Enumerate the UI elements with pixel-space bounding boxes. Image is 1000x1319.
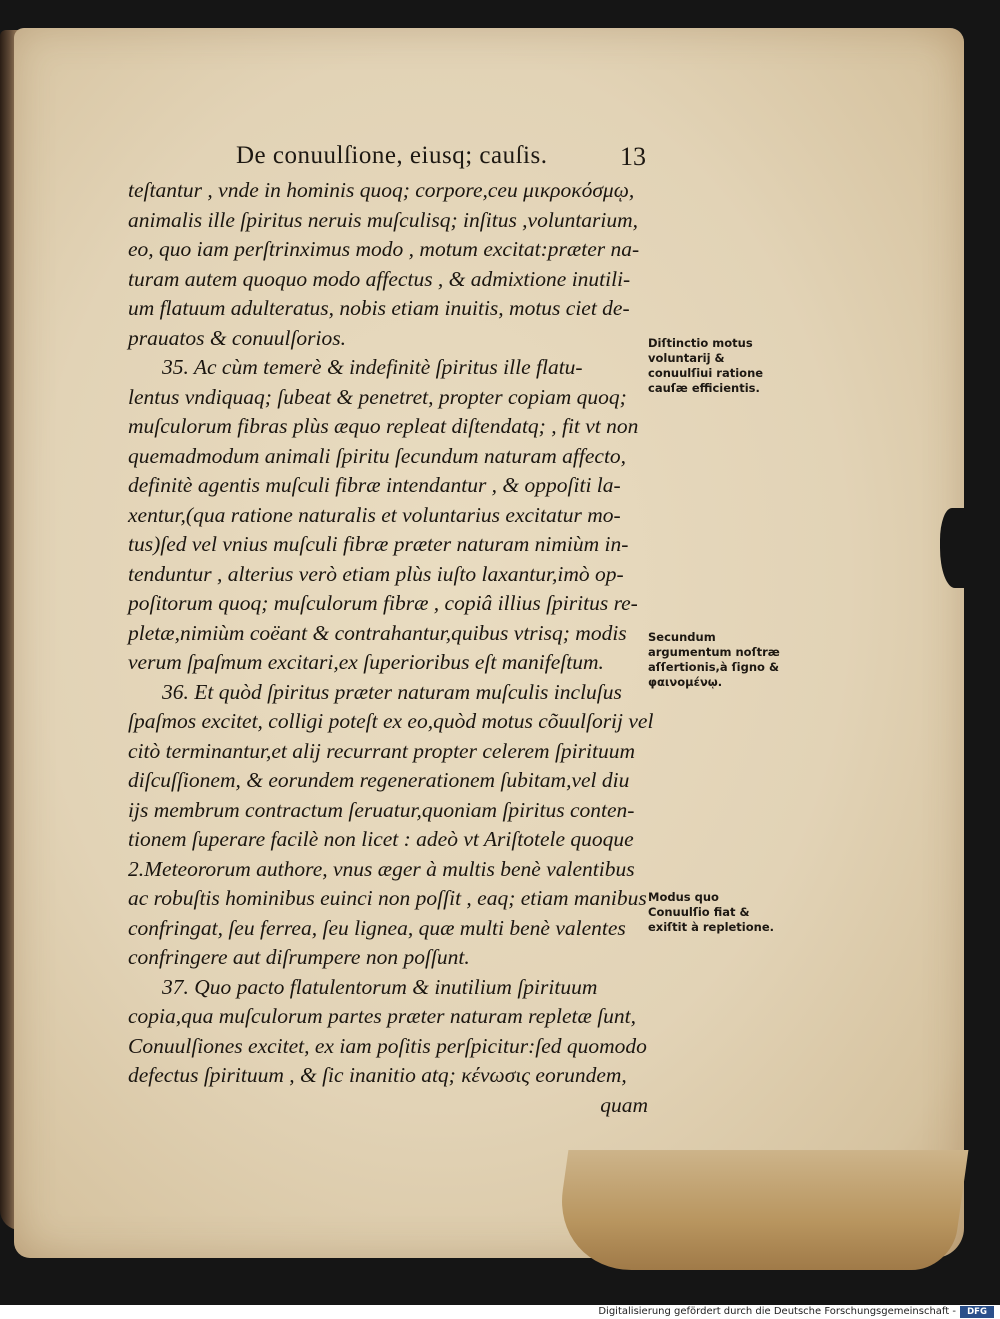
text-line: poſitorum quoq; muſculorum fibræ , copiâ illius ſpiritus re- [128,591,638,615]
margin-note: Diſtinctio motus voluntarij & conuulſiui ratione cauſæ efficientis. [648,336,764,395]
text-line: copia,qua muſculorum partes præter naturam repletæ ſunt, [128,1004,637,1028]
text-line: tionem ſuperare facilè non licet : adeò vt Ariſtotele quoque [128,827,634,851]
text-line: verum ſpaſmum excitari,ex ſuperioribus eſt manifeſtum. [128,650,604,674]
running-head: De conuulſione, eiusq; cauſis. [236,142,548,169]
text-line: turam autem quoquo modo affectus , & admixtione inutili- [128,266,631,291]
text-line: prauatos & conuulſorios. [128,325,347,350]
section-35-start: 35. Ac cùm temerè & indefinitè ſpiritus ille flatu- [162,355,583,379]
worn-page-corner [552,1150,969,1270]
text-line: 2.Meteororum authore, vnus æger à multis benè valentibus [128,856,635,881]
text-line: eo, quo iam perſtrinximus modo , motum excitat:præter na- [128,237,640,261]
text-line: animalis ille ſpiritus neruis muſculisq; inſitus ,voluntarium, [128,207,639,232]
text-line: xentur,(qua ratione naturalis et voluntarius excitatur mo- [128,502,621,527]
catchword: quam [600,1092,648,1117]
text-line: ijs membrum contractum ſeruatur,quoniam ſpiritus conten- [128,797,635,822]
text-line: defectus ſpirituum , & ſic inanitio atq; κένωσις eorundem, [128,1063,627,1087]
text-line: confringat, ſeu ferrea, ſeu lignea, quæ multi benè valentes [128,915,626,940]
footer-credit: Digitalisierung gefördert durch die Deutsche Forschungsgemeinschaft - [598,1306,956,1317]
text-line: confringere aut diſrumpere non poſſunt. [128,945,470,969]
text-line: Conuulſiones excitet, ex iam poſitis perſpicitur:ſed quomodo [128,1033,647,1058]
text-line: definitè agentis muſculi fibræ intendantur , & oppoſiti la- [128,473,621,497]
text-line: teſtantur , vnde in hominis quoq; corpore,ceu μικροκόσμῳ, [128,178,635,202]
text-line: quemadmodum animali ſpiritu ſecundum naturam affecto, [128,443,627,468]
dfg-logo: DFG [960,1306,994,1318]
text-line: citò terminantur,et alij recurrant propter celerem ſpirituum [128,738,635,763]
text-line: pletæ,nimiùm coëant & contrahantur,quibus vtrisq; modis [128,620,627,645]
margin-note: Secundum argumentum noſtræ aſſertionis,à ſigno & φαινομένῳ. [648,630,780,689]
page-number: 13 [620,142,646,171]
text-line: tus)ſed vel vnius muſculi fibræ præter naturam nimiùm in- [128,532,629,556]
text-line: ſpaſmos excitet, colligi poteſt ex eo,quòd motus cõuulſorij vel [128,709,654,733]
text-line: diſcuſſionem, & eorundem regenerationem ſubitam,vel diu [128,768,630,792]
margin-note: Modus quo Conuulſio fiat & exiſtit à repletione. [648,890,775,934]
text-line: um flatuum adulteratus, nobis etiam inuitis, motus ciet de- [128,296,630,320]
footer-bar [0,1305,1000,1319]
section-36-start: 36. Et quòd ſpiritus præter naturam muſculis incluſus [162,679,622,704]
text-line: muſculorum fibras plùs æquo repleat diſtendatq; , fit vt non [128,414,639,438]
section-37-start: 37. Quo pacto flatulentorum & inutilium ſpirituum [162,974,598,999]
text-line: tenduntur , alterius verò etiam plùs iuſto laxantur,imò op- [128,561,624,586]
text-line: ac robuſtis hominibus euinci non poſſit , eaq; etiam manibus [128,886,647,910]
body-text [128,176,654,1120]
text-line: lentus vndiquaq; ſubeat & penetret, propter copiam quoq; [128,384,627,409]
